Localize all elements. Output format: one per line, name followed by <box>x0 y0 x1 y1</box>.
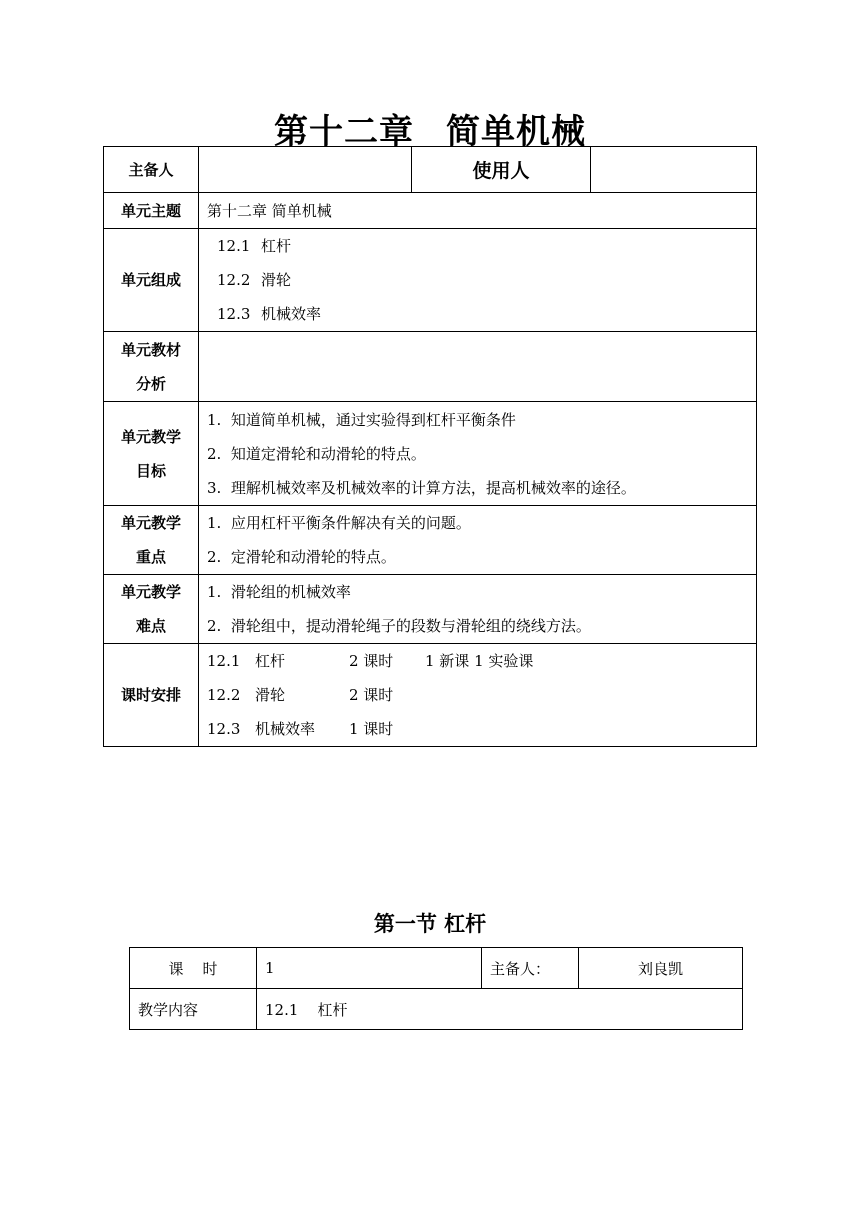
title-subject: 简单机械 <box>446 112 586 152</box>
analysis-row <box>104 332 757 402</box>
composition-item <box>217 263 748 297</box>
composition-row <box>104 229 757 332</box>
key-points-cell <box>199 506 757 575</box>
difficulties-label-line: 难点 <box>135 617 166 635</box>
user-label: 使用人 <box>412 147 591 193</box>
title-chapter: 第十二章 <box>274 112 414 152</box>
schedule-hours: 2 课时 <box>349 686 394 704</box>
objective-item: 1. 知道简单机械，通过实验得到杠杆平衡条件 <box>207 410 516 429</box>
preparer-label: 主备人 <box>104 147 199 193</box>
preparer-row <box>104 147 757 193</box>
theme-value: 第十二章 简单机械 <box>199 193 757 229</box>
composition-label <box>104 229 199 332</box>
schedule-topic: 杠杆 <box>255 652 286 670</box>
key-points-label-line: 重点 <box>135 548 166 566</box>
objectives-cell <box>199 402 757 506</box>
difficulties-cell <box>199 575 757 644</box>
lesson-info-table <box>129 947 743 1030</box>
schedule-cell <box>199 644 757 747</box>
difficulty-item: 1. 滑轮组的机械效率 <box>207 583 351 601</box>
objective-item: 3. 理解机械效率及机械效率的计算方法，提高机械效率的途径。 <box>207 478 636 497</box>
difficulties-label-line: 单元教学 <box>120 583 181 601</box>
objectives-row <box>104 402 757 506</box>
section-title: 第一节 杠杆 <box>373 912 487 936</box>
objectives-label-line: 目标 <box>135 461 166 480</box>
theme-label: 单元主题 <box>104 193 199 229</box>
schedule-label-line: 课时安排 <box>120 686 181 704</box>
lesson-content-row <box>130 989 743 1030</box>
composition-label-line: 单元组成 <box>120 271 181 289</box>
difficulties-row <box>104 575 757 644</box>
schedule-topic: 滑轮 <box>255 686 286 704</box>
lesson-preparer-label: 主备人： <box>482 948 579 989</box>
schedule-item <box>207 678 748 712</box>
analysis-value <box>199 332 757 402</box>
content-value: 12.1 杠杆 <box>257 989 743 1030</box>
schedule-label <box>104 644 199 747</box>
schedule-hours: 1 课时 <box>349 720 394 738</box>
key-points-row <box>104 506 757 575</box>
key-point-item: 1. 应用杠杆平衡条件解决有关的问题。 <box>207 514 471 532</box>
analysis-label-line: 分析 <box>135 374 166 393</box>
schedule-item <box>207 644 748 678</box>
key-points-label <box>104 506 199 575</box>
content-label: 教学内容 <box>130 989 257 1030</box>
lesson-preparer-value: 刘良凯 <box>579 948 743 989</box>
objectives-label <box>104 402 199 506</box>
analysis-label <box>104 332 199 402</box>
period-label: 课 时 <box>130 948 257 989</box>
composition-num: 12.1 <box>217 237 251 255</box>
composition-num: 12.3 <box>217 305 251 323</box>
composition-text: 滑轮 <box>261 271 292 289</box>
difficulty-item: 2. 滑轮组中，提动滑轮绳子的段数与滑轮组的绕线方法。 <box>207 617 591 635</box>
schedule-num: 12.3 <box>207 720 241 738</box>
period-value: 1 <box>257 948 482 989</box>
schedule-topic: 机械效率 <box>255 720 316 738</box>
objective-item: 2. 知道定滑轮和动滑轮的特点。 <box>207 444 426 463</box>
composition-text: 杠杆 <box>261 237 292 255</box>
schedule-note: 1 新课 1 实验课 <box>425 652 534 670</box>
preparer-value <box>199 147 412 193</box>
lesson-period-row <box>130 948 743 989</box>
schedule-num: 12.1 <box>207 652 241 670</box>
schedule-item <box>207 712 748 746</box>
composition-item <box>217 229 748 263</box>
difficulties-label <box>104 575 199 644</box>
schedule-num: 12.2 <box>207 686 241 704</box>
schedule-hours: 2 课时 <box>349 652 394 670</box>
composition-num: 12.2 <box>217 271 251 289</box>
key-points-label-line: 单元教学 <box>120 514 181 532</box>
composition-item <box>217 297 748 331</box>
analysis-label-line: 单元教材 <box>120 340 181 359</box>
unit-plan-table <box>103 146 757 747</box>
schedule-row <box>104 644 757 747</box>
composition-cell <box>199 229 757 332</box>
user-value <box>591 147 757 193</box>
objectives-label-line: 单元教学 <box>120 427 181 446</box>
theme-row <box>104 193 757 229</box>
key-point-item: 2. 定滑轮和动滑轮的特点。 <box>207 548 396 566</box>
composition-text: 机械效率 <box>261 305 322 323</box>
